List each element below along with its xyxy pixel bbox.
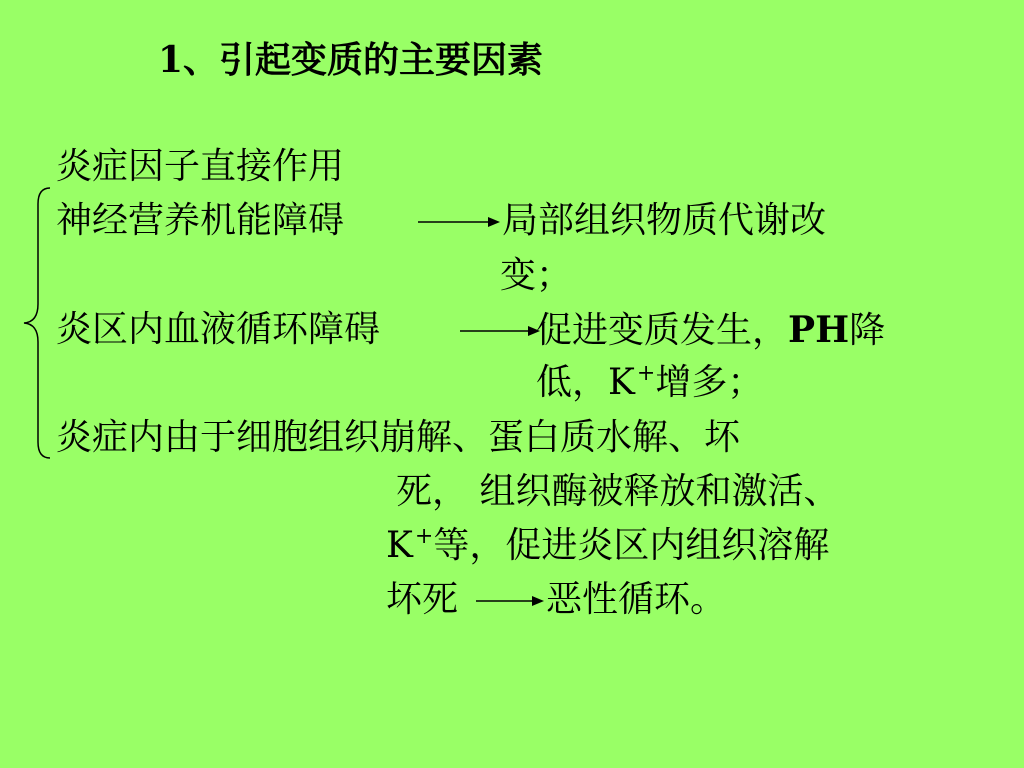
- item-3-cont-b: 增多；: [655, 362, 764, 403]
- item-3-cause: 炎区内血液循环障碍: [56, 309, 381, 350]
- item-3-cont-sup: +: [636, 361, 656, 386]
- item-3-result-cont: [536, 361, 764, 403]
- left-brace: [20, 186, 54, 460]
- item-3-result: [536, 309, 886, 351]
- item-3-result-c: 降: [849, 310, 886, 351]
- item-4-cont-2-sup: +: [414, 524, 434, 549]
- item-2-result-cont: 变；: [500, 255, 573, 296]
- item-3-result-a: 促进变质发生，: [536, 310, 789, 351]
- item-4-cause: 炎症内由于细胞组织崩解、蛋白质水解、坏: [56, 417, 741, 458]
- item-3-cont-a: 低，K: [536, 362, 635, 403]
- item-4-cont-2-b: 等，促进炎区内组织溶解: [433, 525, 830, 566]
- item-4-cont-3b: 恶性循环。: [546, 579, 727, 620]
- item-4-cont-2: [386, 524, 830, 566]
- item-4-cont-3a: 坏死: [386, 579, 459, 620]
- item-2-result: 局部组织物质代谢改: [502, 200, 827, 241]
- arrow-icon: [460, 321, 542, 341]
- slide-title: 1、引起变质的主要因素: [158, 39, 544, 81]
- arrow-icon: [418, 212, 502, 232]
- item-4-cont-1: 死， 组织酶被释放和激活、: [396, 471, 840, 512]
- item-2-cause: 神经营养机能障碍: [56, 200, 345, 241]
- item-3-result-ph: PH: [788, 309, 850, 351]
- arrow-icon: [476, 591, 546, 611]
- item-1: 炎症因子直接作用: [56, 146, 345, 187]
- item-4-cont-2-a: K: [386, 525, 413, 566]
